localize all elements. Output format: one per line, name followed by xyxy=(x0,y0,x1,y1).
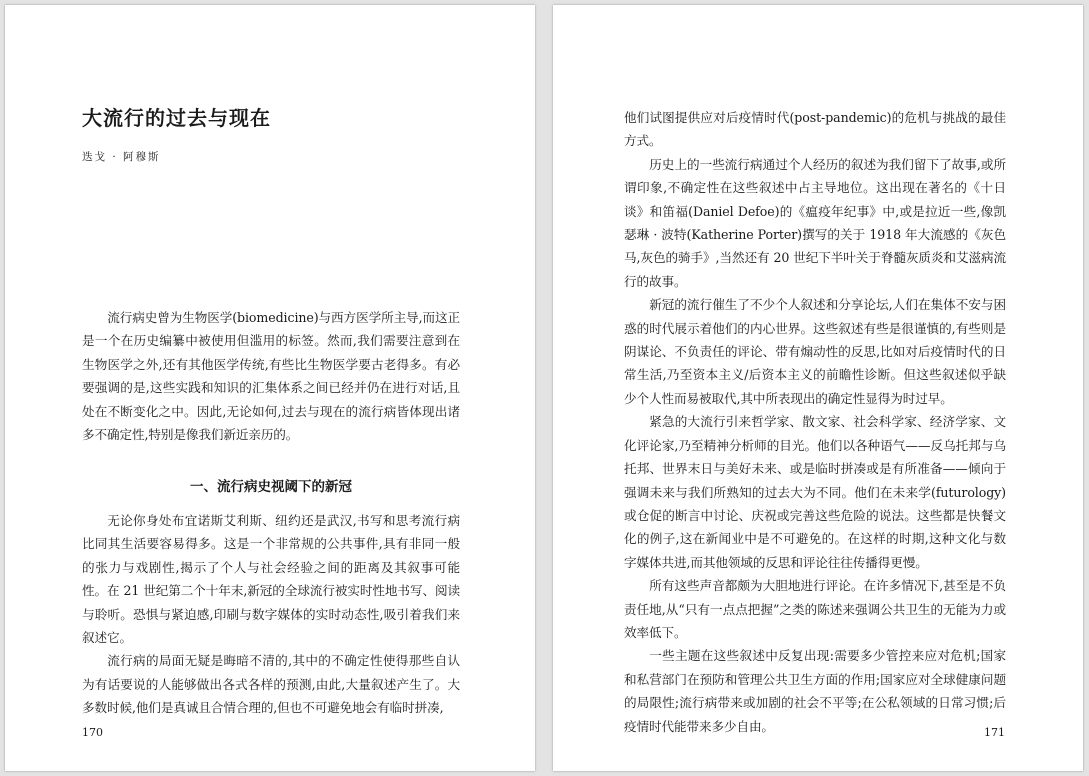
section-body xyxy=(82,509,460,720)
author-name: 迭戈 · 阿穆斯 xyxy=(82,151,161,163)
chapter-title: 大流行的过去与现在 xyxy=(82,106,271,130)
right-body xyxy=(624,106,1006,738)
left-page xyxy=(5,5,535,771)
section-paragraph: 无论你身处布宜诺斯艾利斯、纽约还是武汉,书写和思考流行病比同其生活要容易得多。这是一个非常规的公共事件,具有非同一般的张力与戏剧性,揭示了个人与社会经验之间的距离及其叙事可能性。在 21 世纪第二个十年末,新冠的全球流行被实时性地书写、阅读与聆听。恐惧与紧迫感,印刷与数字媒体的实时动态性,吸引着我们来叙述它。 xyxy=(82,513,460,646)
body-paragraph: 新冠的流行催生了不少个人叙述和分享论坛,人们在集体不安与困惑的时代展示着他们的内心世界。这些叙述有些是很谨慎的,有些则是阴谋论、不负责任的评论、带有煽动性的反思,比如对后疫情时代的日常生活,乃至资本主义/后资本主义的前瞻性诊断。但这些叙述似乎缺少个人性而易被取代,其中所表现出的确定性显得为时过早。 xyxy=(624,297,1006,406)
intro-block xyxy=(82,306,460,446)
body-paragraph: 所有这些声音都颇为大胆地进行评论。在许多情况下,甚至是不负责任地,从“只有一点点把握”之类的陈述来强调公共卫生的无能为力或效率低下。 xyxy=(624,578,1006,640)
section-heading: 一、流行病史视阈下的新冠 xyxy=(190,479,352,495)
intro-paragraph: 流行病史曾为生物医学(biomedicine)与西方医学所主导,而这正是一个在历史编纂中被使用但滥用的标签。然而,我们需要注意到在生物医学之外,还有其他医学传统,有些比生物医学要古老得多。有必要强调的是,这些实践和知识的汇集体系之间已经并仍在进行对话,且处在不断变化之中。因此,无论如何,过去与现在的流行病皆体现出诸多不确定性,特别是像我们新近亲历的。 xyxy=(82,310,460,443)
body-paragraph: 紧急的大流行引来哲学家、散文家、社会科学家、经济学家、文化评论家,乃至精神分析师的目光。他们以各种语气——反乌托邦与乌托邦、世界末日与美好未来、或是临时拼凑或是有所准备——倾向于强调未来与我们所熟知的过去大为不同。他们在未来学(futurology)或仓促的断言中讨论、庆祝或完善这些危险的说法。这些都是快餐文化的例子,这在新闻业中是不可避免的。在这样的时期,这种文化与数字媒体共进,而其他领域的反思和评论往往传播得更慢。 xyxy=(624,414,1006,570)
body-paragraph: 历史上的一些流行病通过个人经历的叙述为我们留下了故事,或所谓印象,不确定性在这些叙述中占主导地位。这出现在著名的《十日谈》和笛福(Daniel Defoe)的《瘟疫年纪事》中,或是拉近一些,像凯瑟琳 · 波特(Katherine Porter)撰写的关于 1918 年大流感的《灰色马,灰色的骑手》,当然还有 20 世纪下半叶关于脊髓灰质炎和艾滋病流行的故事。 xyxy=(624,156,1006,289)
body-paragraph: 一些主题在这些叙述中反复出现:需要多少管控来应对危机;国家和私营部门在预防和管理公共卫生方面的作用;国家应对全球健康问题的局限性;流行病带来或加剧的社会不平等;在公私领域的日常习惯;后疫情时代能带来多少自由。 xyxy=(624,648,1006,734)
body-paragraph: 他们试图提供应对后疫情时代(post-pandemic)的危机与挑战的最佳方式。 xyxy=(624,110,1006,149)
section-paragraph: 流行病的局面无疑是晦暗不清的,其中的不确定性使得那些自认为有话要说的人能够做出各式各样的预测,由此,大量叙述产生了。大多数时候,他们是真诚且合情合理的,但也不可避免地会有临时拼凑, xyxy=(82,653,460,716)
page-number: 170 xyxy=(82,726,103,739)
right-page xyxy=(553,5,1083,771)
page-number: 171 xyxy=(984,726,1005,739)
